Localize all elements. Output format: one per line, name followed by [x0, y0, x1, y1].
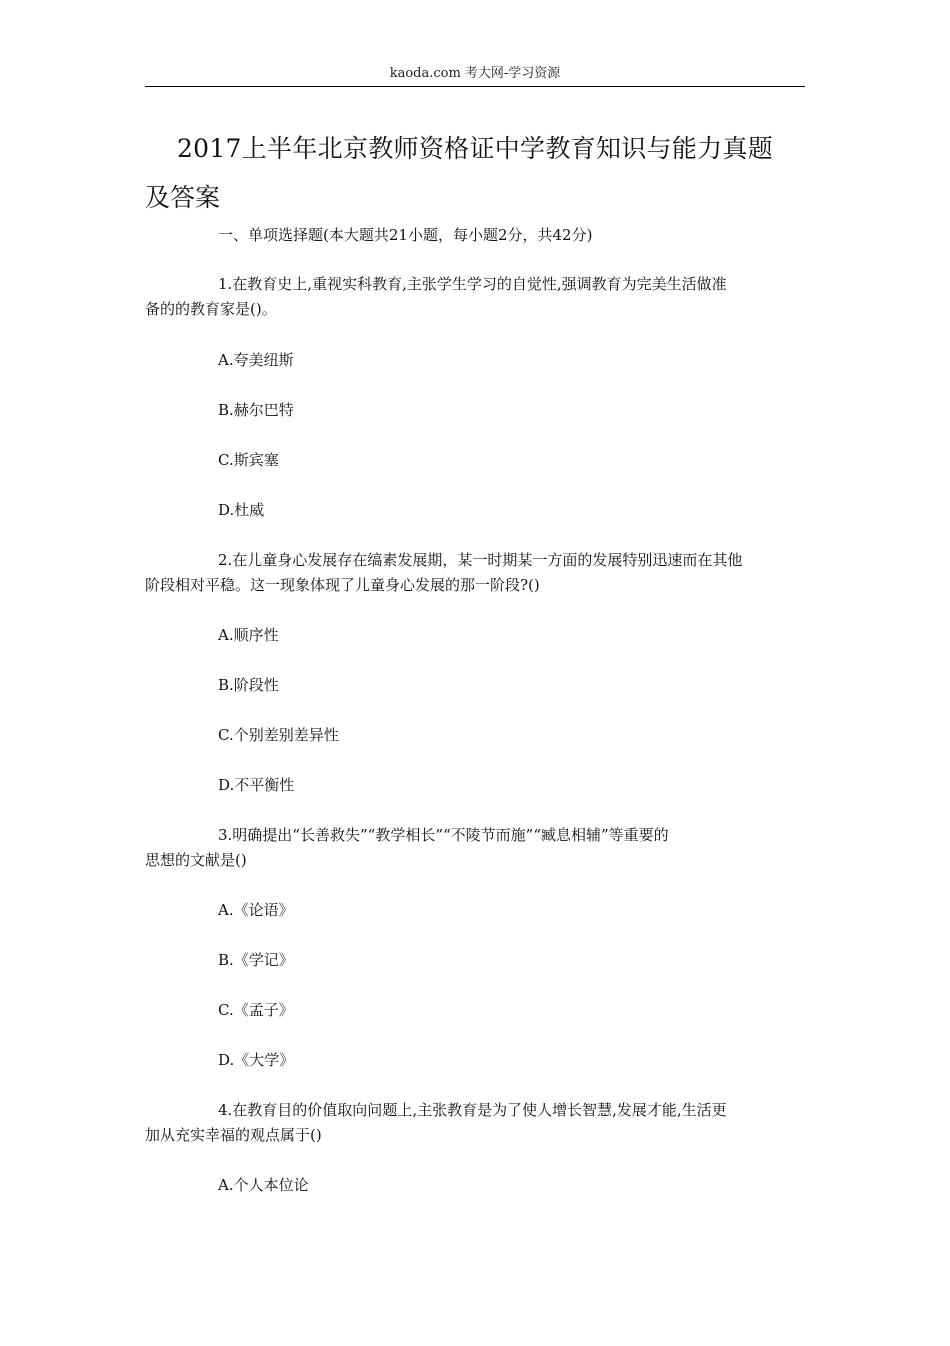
question-2 [145, 548, 805, 598]
question-1 [145, 272, 805, 322]
question-1-option-b: B.赫尔巴特 [218, 401, 294, 419]
question-4 [145, 1098, 805, 1148]
document-title-line1: 2017上半年北京教师资格证中学教育知识与能力真题 [176, 134, 774, 163]
question-1-text-line1: 1.在教育史上,重视实科教育,主张学生学习的自觉性,强调教育为完美生活做准 [218, 275, 727, 293]
page-header: kaoda.com 考大网-学习资源 [389, 66, 561, 81]
question-4-option-a: A.个人本位论 [218, 1176, 309, 1194]
question-3-option-a: A.《论语》 [218, 901, 294, 919]
question-2-text-line2: 阶段相对平稳。这一现象体现了儿童身心发展的那一阶段?() [145, 576, 540, 594]
question-2-option-d: D.不平衡性 [218, 776, 295, 794]
question-2-text-line1: 2.在儿童身心发展存在缟素发展期，某一时期某一方面的发展特别迅速而在其他 [218, 551, 743, 569]
question-2-option-a: A.顺序性 [218, 626, 279, 644]
question-4-text-line2: 加从充实幸福的观点属于() [145, 1126, 322, 1144]
question-3 [145, 823, 805, 873]
question-3-option-d: D.《大学》 [218, 1051, 295, 1069]
question-4-text-line1: 4.在教育目的价值取向问题上,主张教育是为了使人增长智慧,发展才能,生活更 [218, 1101, 727, 1119]
question-3-text-line2: 思想的文献是() [145, 851, 247, 869]
document-title-line2: 及答案 [145, 183, 221, 212]
question-3-text-line1: 3.明确提出“长善救失”“教学相长”“不陵节而施”“臧息相辅”等重要的 [218, 826, 669, 844]
question-1-option-d: D.杜威 [218, 501, 265, 519]
question-1-option-a: A.夸美纽斯 [218, 351, 294, 369]
question-1-option-c: C.斯宾塞 [218, 451, 279, 469]
question-1-text-line2: 备的的教育家是()。 [145, 300, 277, 318]
section-heading: 一、单项选择题(本大题共21小题，每小题2分，共42分) [218, 226, 593, 244]
header-rule [145, 86, 805, 87]
question-3-option-b: B.《学记》 [218, 951, 294, 969]
question-3-option-c: C.《孟子》 [218, 1001, 294, 1019]
question-2-option-c: C.个别差别差异性 [218, 726, 339, 744]
question-2-option-b: B.阶段性 [218, 676, 279, 694]
